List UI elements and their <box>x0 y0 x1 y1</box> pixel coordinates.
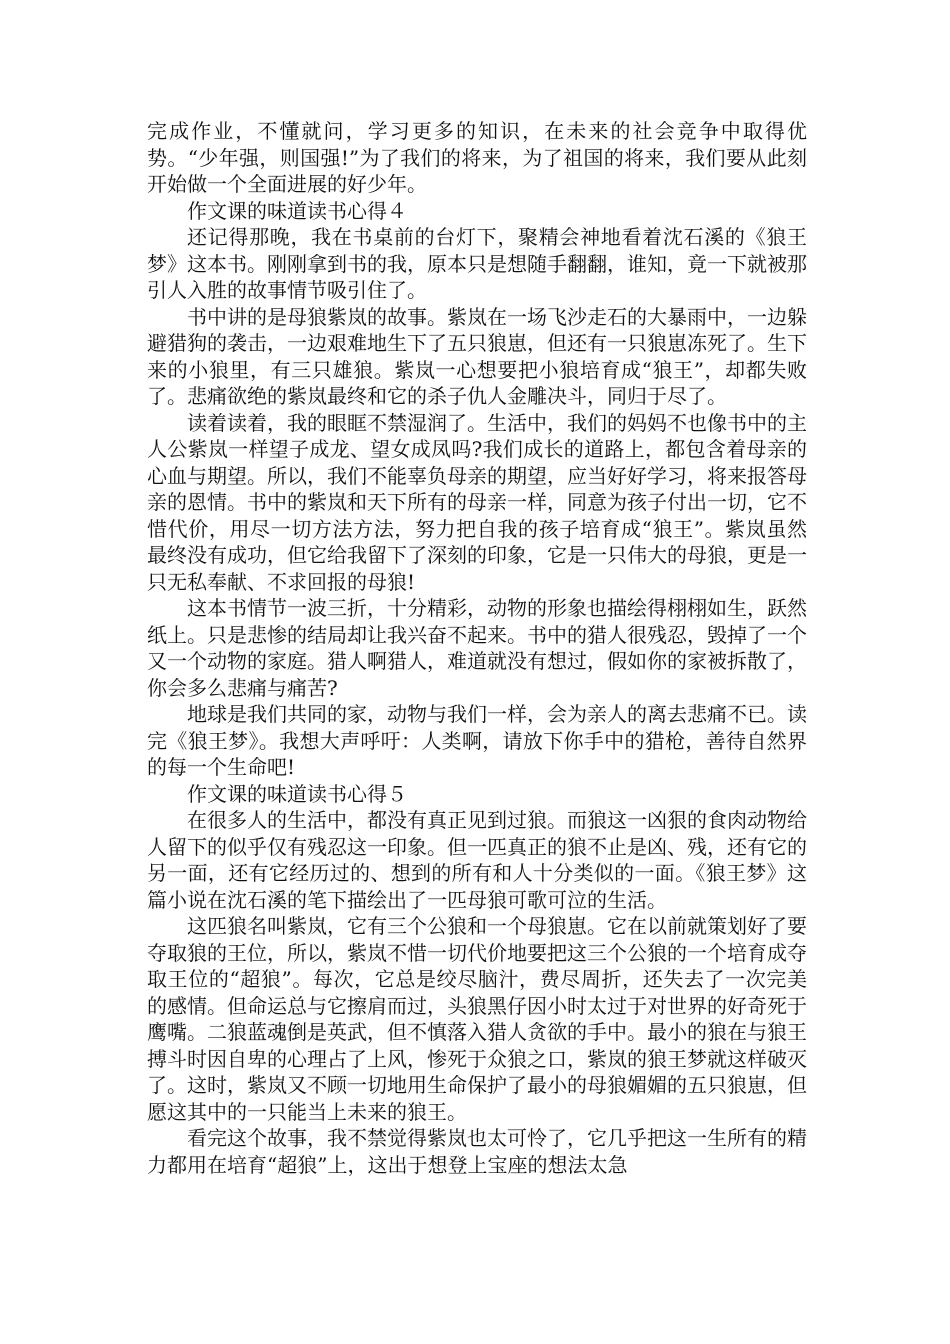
paragraph: 书中讲的是母狼紫岚的故事。紫岚在一场飞沙走石的大暴雨中，一边躲避猎狗的袭击，一边艰难地生下了五只狼崽，但还有一只狼崽冻死了。生下来的小狼里，有三只雄狼。紫岚一心想要把小狼培育成“狼王”，却都失败了。悲痛欲绝的紫岚最终和它的杀子仇人金雕决斗，同归于尽了。 <box>147 304 807 408</box>
paragraph: 完成作业，不懂就问，学习更多的知识，在未来的社会竞争中取得优势。“少年强，则国强!”为了我们的将来，为了祖国的将来，我们要从此刻开始做一个全面进展的好少年。 <box>147 119 807 196</box>
document-page <box>147 118 807 1178</box>
paragraph: 还记得那晚，我在书桌前的台灯下，聚精会神地看着沈石溪的《狼王梦》这本书。刚刚拿到书的我，原本只是想随手翻翻，谁知，竟一下就被那引人入胜的故事情节吸引住了。 <box>147 225 807 302</box>
paragraph: 这本书情节一波三折，十分精彩，动物的形象也描绘得栩栩如生，跃然纸上。只是悲惨的结局却让我兴奋不起来。书中的猎人很残忍，毁掉了一个又一个动物的家庭。猎人啊猎人，难道就没有想过，假如你的家被拆散了，你会多么悲痛与痛苦? <box>147 596 807 700</box>
paragraph: 这匹狼名叫紫岚，它有三个公狼和一个母狼崽。它在以前就策划好了要夺取狼的王位，所以，紫岚不惜一切代价地要把这三个公狼的一个培育成夺取王位的“超狼”。每次，它总是绞尽脑汁，费尽周折，还失去了一次完美的感情。但命运总与它擦肩而过，头狼黑仔因小时太过于对世界的好奇死于鹰嘴。二狼蓝魂倒是英武，但不慎落入猎人贪欲的手中。最小的狼在与狼王搏斗时因自卑的心理占了上风，惨死于众狼之口，紫岚的狼王梦就这样破灭了。这时，紫岚又不顾一切地用生命保护了最小的母狼媚媚的五只狼崽，但愿这其中的一只能当上未来的狼王。 <box>147 914 807 1124</box>
section-heading: 作文课的味道读书心得５ <box>187 781 407 806</box>
paragraph: 地球是我们共同的家，动物与我们一样，会为亲人的离去悲痛不已。读完《狼王梦》。我想大声呼吁：人类啊，请放下你手中的猎枪，善待自然界的每一个生命吧! <box>147 702 807 779</box>
paragraph: 读着读着，我的眼眶不禁湿润了。生活中，我们的妈妈不也像书中的主人公紫岚一样望子成龙、望女成凤吗?我们成长的道路上，都包含着母亲的心血与期望。所以，我们不能辜负母亲的期望，应当好好学习，将来报答母亲的恩情。书中的紫岚和天下所有的母亲一样，同意为孩子付出一切，它不惜代价，用尽一切方法方法，努力把自我的孩子培育成“狼王”。紫岚虽然最终没有成功，但它给我留下了深刻的印象，它是一只伟大的母狼，更是一只无私奉献、不求回报的母狼! <box>147 410 807 594</box>
paragraph: 看完这个故事，我不禁觉得紫岚也太可怜了，它几乎把这一生所有的精力都用在培育“超狼”上，这出于想登上宝座的想法太急 <box>147 1126 807 1177</box>
paragraph: 在很多人的生活中，都没有真正见到过狼。而狼这一凶狠的食肉动物给人留下的似乎仅有残忍这一印象。但一匹真正的狼不止是凶、残，还有它的另一面，还有它经历过的、想到的所有和人十分类似的一面。《狼王梦》这篇小说在沈石溪的笔下描绘出了一匹母狼可歌可泣的生活。 <box>147 808 807 912</box>
section-heading: 作文课的味道读书心得４ <box>187 198 407 223</box>
